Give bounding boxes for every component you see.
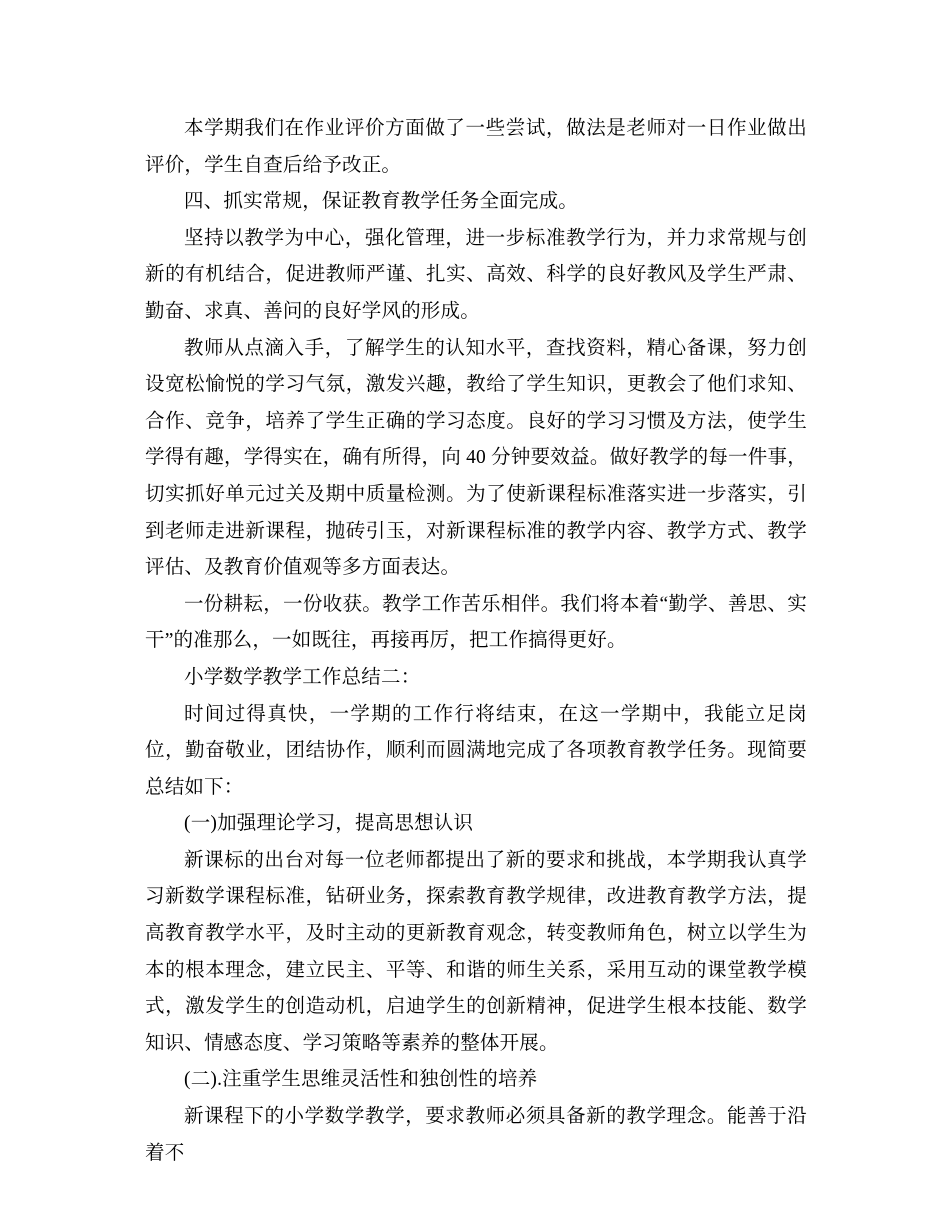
paragraph-summary-two-title: 小学数学教学工作总结二： <box>184 666 421 688</box>
paragraph-new-curriculum-study: 新课标的出台对每一位老师都提出了新的要求和挑战，本学期我认真学习新数学课程标准，钻研业务，探索教育教学规律，改进教育教学方法，提高教育教学水平，及时主动的更新教育观念，转变教师角色，树立以学生为本的根本理念，建立民主、平等、和谐的师生关系，采用互动的课堂教学模式，激发学生的创造动机，启迪学生的创新精神，促进学生根本技能、数学知识、情感态度、学习策略等素养的整体开展。 <box>145 849 807 1054</box>
paragraph-semester-intro: 时间过得真快，一学期的工作行将结束，在这一学期中，我能立足岗位，勤奋敬业，团结协作，顺利而圆满地完成了各项教育教学任务。现简要总结如下： <box>145 703 807 798</box>
paragraph-homework-evaluation: 本学期我们在作业评价方面做了一些尝试，做法是老师对一日作业做出评价，学生自查后给予改正。 <box>145 118 807 176</box>
paragraph-teaching-center: 坚持以教学为中心，强化管理，进一步标准教学行为，并力求常规与创新的有机结合，促进教师严谨、扎实、高效、科学的良好教风及学生严肃、勤奋、求真、善问的良好学风的形成。 <box>145 227 807 322</box>
paragraph-harvest-motto: 一份耕耘，一份收获。教学工作苦乐相伴。我们将本着“勤学、善思、实干”的准那么，一如既往，再接再厉，把工作搞得更好。 <box>145 593 807 652</box>
paragraph-subsection-two-heading: (二).注重学生思维灵活性和独创性的培养 <box>184 1069 538 1091</box>
paragraph-subsection-one-heading: (一)加强理论学习，提高思想认识 <box>184 813 474 835</box>
paragraph-new-teaching-concept: 新课程下的小学数学教学，要求教师必须具备新的教学理念。能善于沿着不 <box>145 1106 807 1164</box>
paragraph-section-four-heading: 四、抓实常规，保证教育教学任务全面完成。 <box>184 191 579 213</box>
document-body <box>145 111 807 1172</box>
paragraph-teacher-preparation: 教师从点滴入手，了解学生的认知水平，查找资料，精心备课，努力创设宽松愉悦的学习气氛，激发兴趣，教给了学生知识，更教会了他们求知、合作、竞争，培养了学生正确的学习态度。良好的学习习惯及方法，使学生学得有趣，学得实在，确有所得，向 40 分钟要效益。做好教学的每一件事，切实抓好单元过关及期中质量检测。为了使新课程标准落实进一步落实，引到老师走进新课程，抛砖引玉，对新课程标准的教学内容、教学方式、教学评估、及教育价值观等多方面表达。 <box>145 337 807 579</box>
